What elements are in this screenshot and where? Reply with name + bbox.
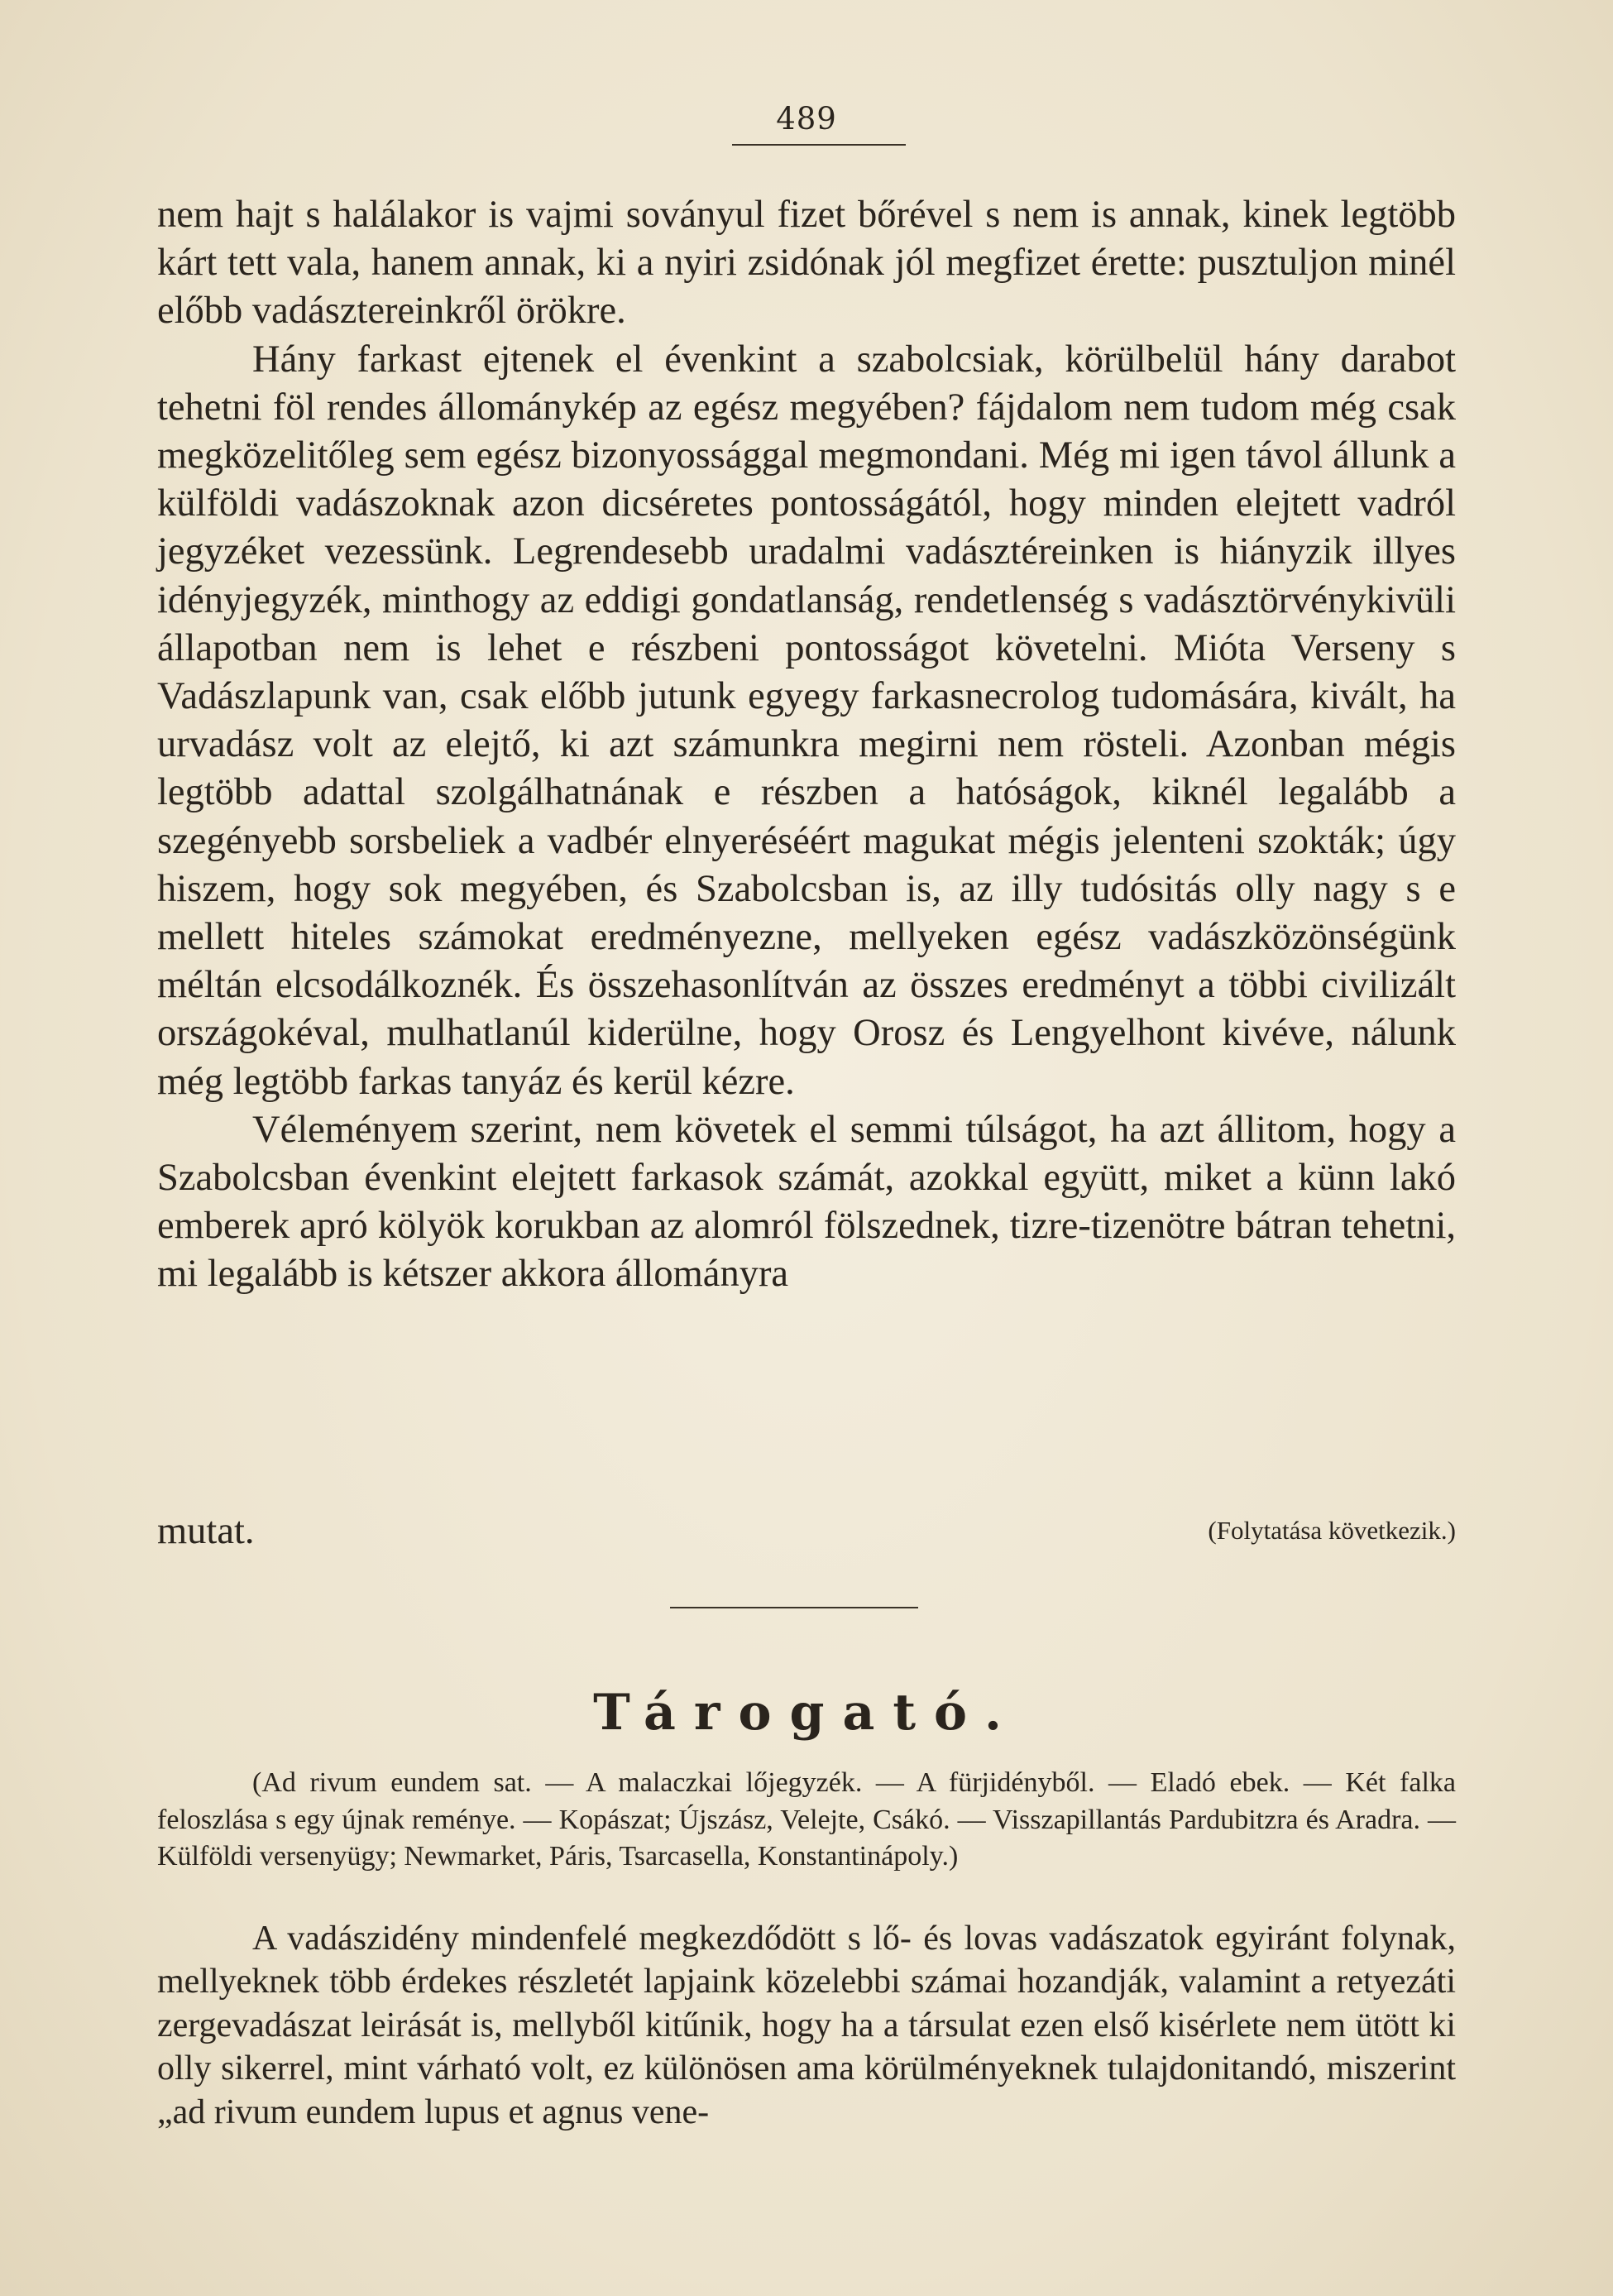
header-rule — [732, 144, 906, 146]
section-divider — [670, 1607, 918, 1608]
section-summary: (Ad rivum eundem sat. — A malaczkai lőjegyzék. — A fürjidényből. — Eladó ebek. — Két falka feloszlása s egy újnak reménye. — Kopászat; Újszász, Velejte, Csákó. — Visszapillantás Pardubitzra és Aradra. — Külföldi versenyügy; Newmarket, Páris, Tsarcasella, Konstantinápoly.) — [157, 1767, 1456, 1872]
paragraph: A vadászidény mindenfelé megkezdődött s lő- és lovas vadászatok egyiránt folynak, mellyeknek több érdekes részletét lapjaink közelebbi számai hozandják, valamint a retyezáti zergevadászat leirását is, mellyből kitűnik, hogy ha a társulat ezen első kisérlete nem ütött ki olly sikerrel, mint várható volt, ez különösen ama körülményeknek tulajdonitandó, miszerint „ad rivum eundem lupus et agnus vene- — [157, 1920, 1456, 2131]
article-ending — [157, 1504, 1456, 1554]
article-body — [157, 191, 1456, 1299]
section-title: Tárogató. — [593, 1684, 1020, 1742]
continued-note: (Folytatása következik.) — [1208, 1516, 1456, 1545]
paragraph: Hány farkast ejtenek el évenkint a szabolcsiak, körülbelül hány darabot tehetni föl rendes állománykép az egész megyében? fájdalom nem tudom még csak megközelitőleg sem egész bizonyossággal megmondani. Még mi igen távol állunk a külföldi vadászoknak azon dicséretes pontosságától, hogy minden elejtett vadról jegyzéket vezessünk. Legrendesebb uradalmi vadásztéreinken is hiányzik illyes idényjegyzék, minthogy az eddigi gondatlanság, rendetlenség s vadásztörvénykivüli állapotban nem is lehet e részbeni pontosságot követelni. Mióta Verseny s Vadászlapunk van, csak előbb jutunk egyegy farkasnecrolog tudomására, kivált, ha urvadász volt az elejtő, ki azt számunkra megirni nem rösteli. Azonban mégis legtöbb adattal szolgálhatnának e részben a hatóságok, kiknél legalább a szegényebb sorsbeliek a vadbér elnyeréséért magukat mégis jelenteni szokták; úgy hiszem, hogy sok megyében, és Szabolcsban is, az illy tudósitás olly nagy s e mellett hiteles számokat eredményezne, mellyeken egész vadászközönségünk méltán elcsodálkoznék. És összehasonlítván az összes eredményt a többi civilizált országokéval, mulhatlanúl kiderülne, hogy Orosz és Lengyelhont kivéve, nálunk még legtöbb farkas tanyáz és kerül kézre. — [157, 338, 1456, 1103]
last-word: mutat. — [157, 1510, 255, 1552]
paragraph: Véleményem szerint, nem követek el semmi túlságot, ha azt állitom, hogy a Szabolcsban évenkint elejtett farkasok számát, azokkal együtt, miket a künn lakó emberek apró kölyök korukban az alomról fölszednek, tizre-tizenötre bátran tehetni, mi legalább is kétszer akkora állományra — [157, 1108, 1456, 1296]
section-body — [157, 1917, 1456, 2134]
paragraph: nem hajt s halálakor is vajmi soványul fizet bőrével s nem is annak, kinek legtöbb kárt tett vala, hanem annak, ki a nyiri zsidónak jól megfizet érette: pusztuljon minél előbb vadásztereinkről örökre. — [157, 194, 1456, 333]
page-number: 489 — [776, 101, 837, 137]
